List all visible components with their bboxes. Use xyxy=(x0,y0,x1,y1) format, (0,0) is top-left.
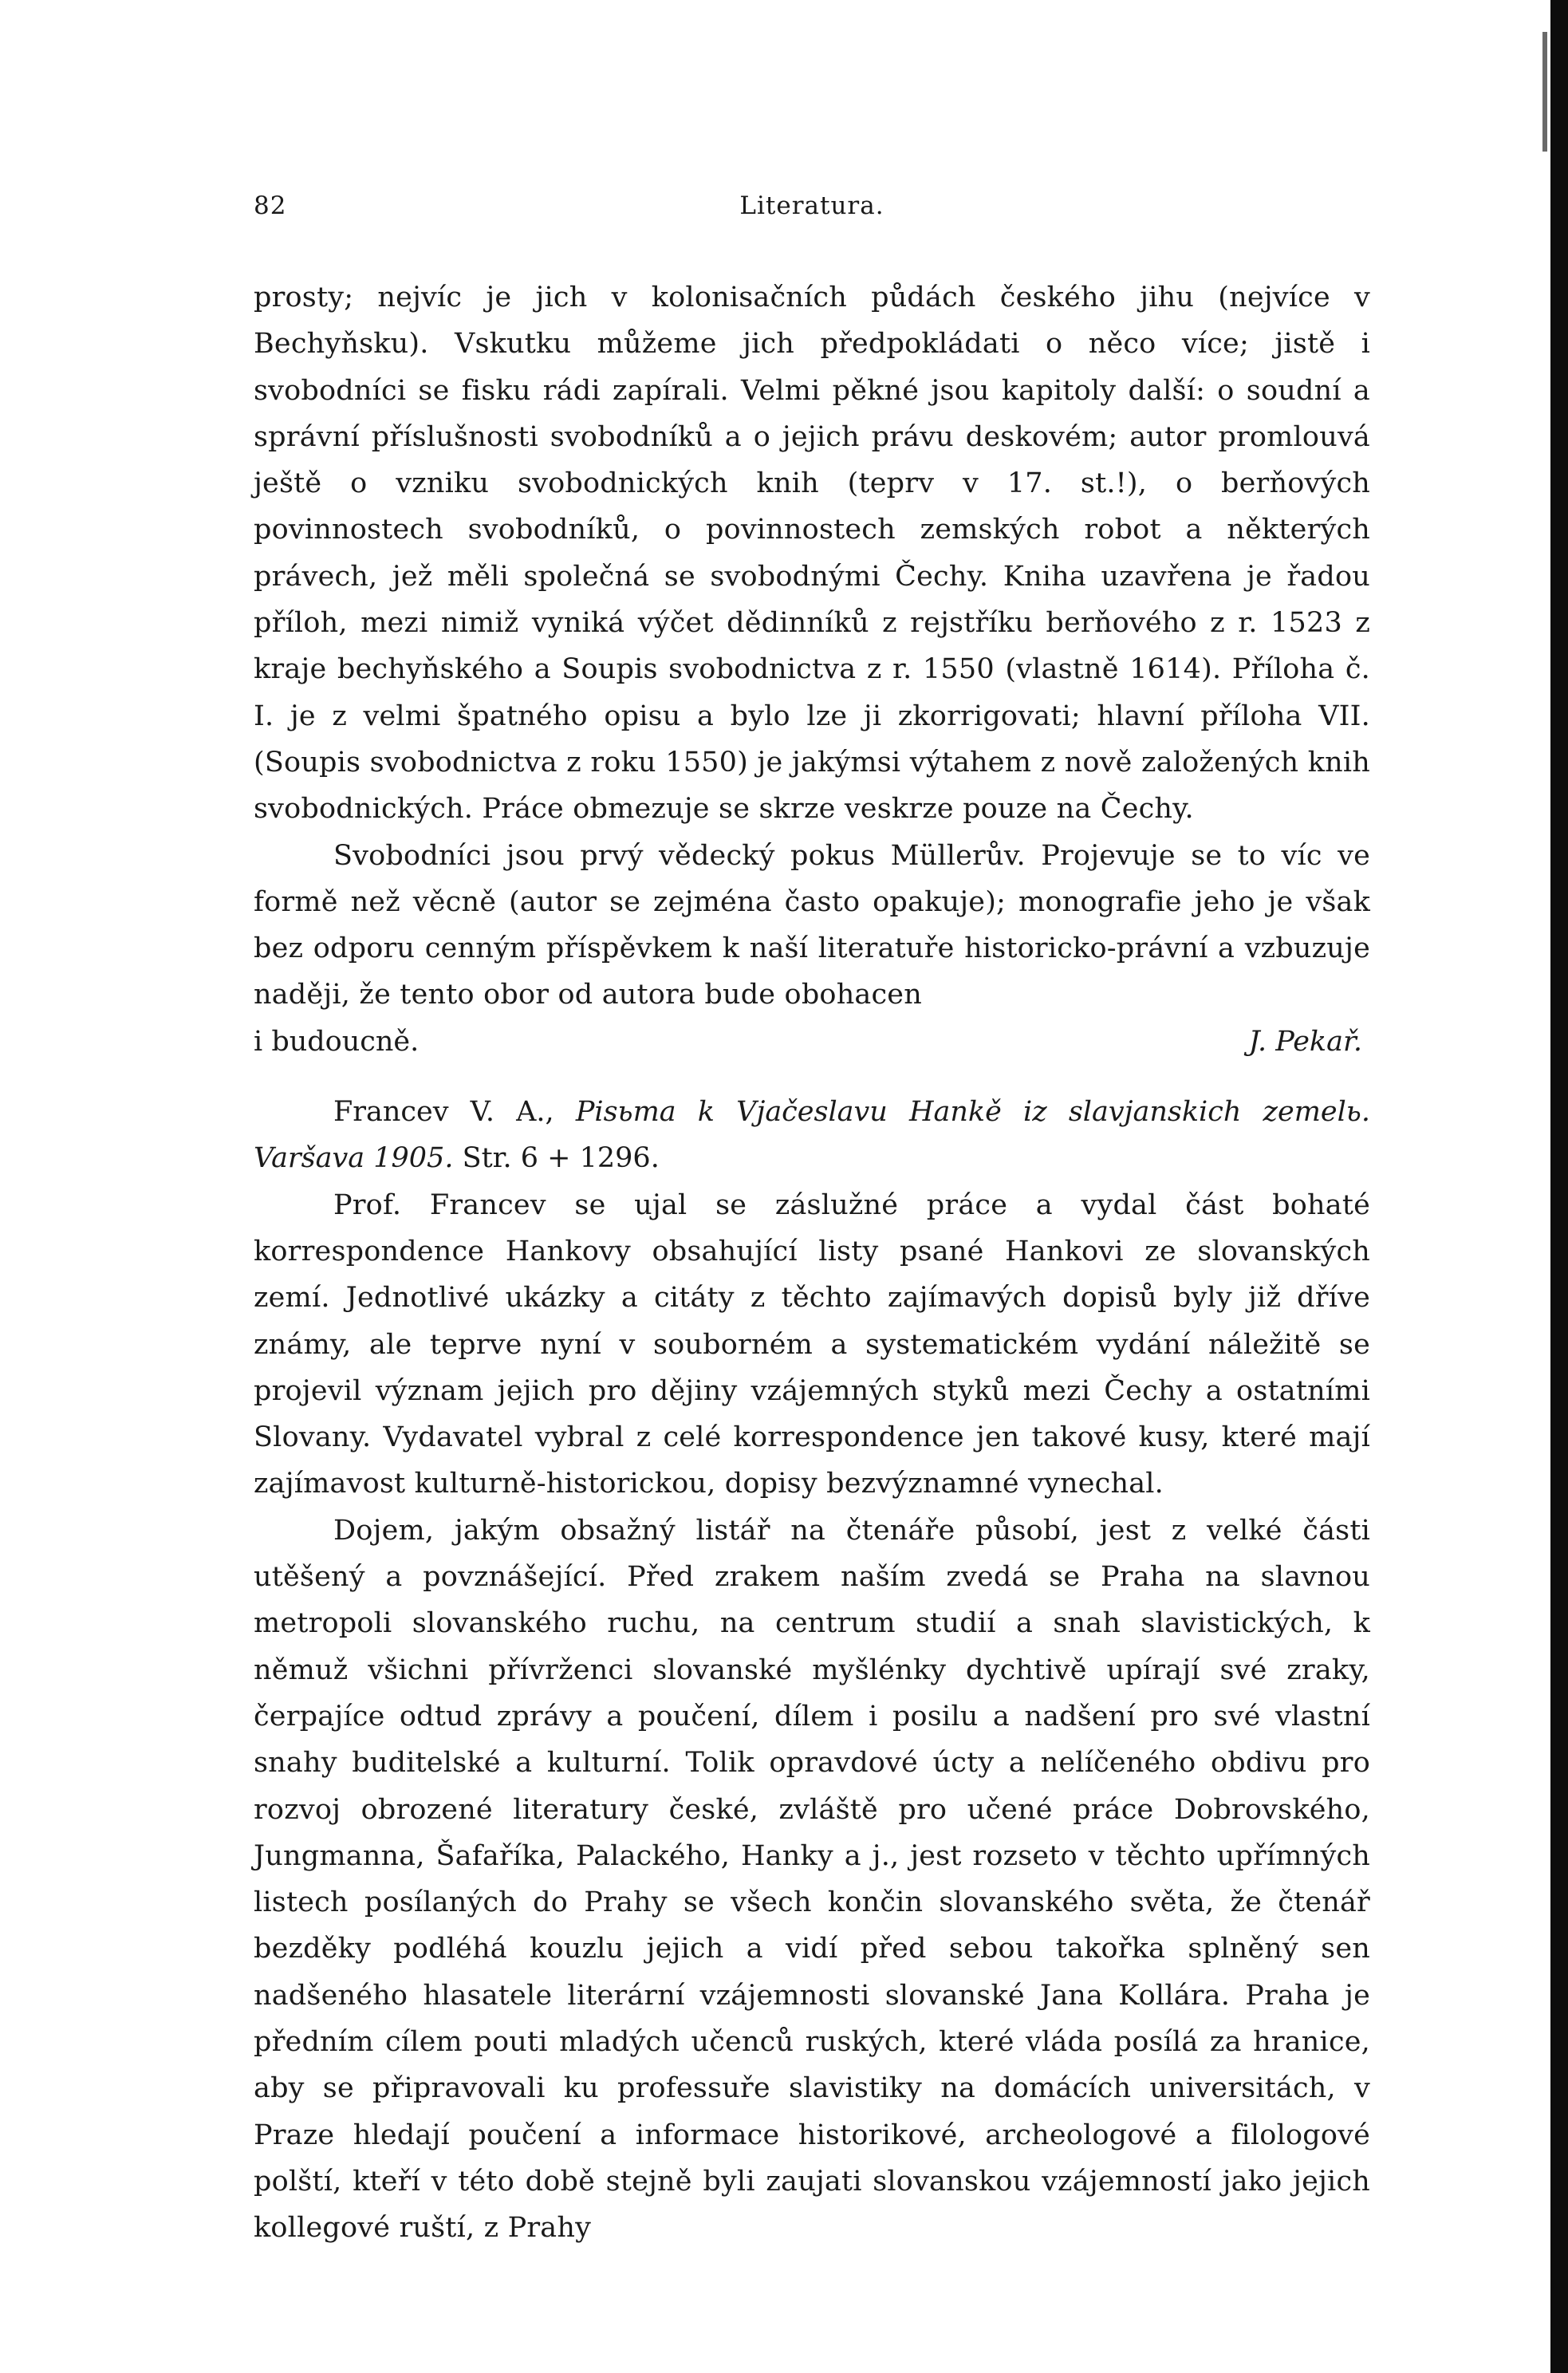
scan-edge-mark xyxy=(1542,32,1547,152)
running-title: Literatura. xyxy=(739,191,884,220)
scan-edge-shadow xyxy=(1550,0,1568,2373)
review-one-paragraph-2: Svobodníci jsou prvý vědecký pokus Müllerův. Projevuje se to víc ve formě než věcně (autor se zejména často opakuje); monografie jeho je však bez odporu cenným příspěvkem k naší literatuře historicko-právní a vzbuzuje naději, že tento obor od autora bude obohacen xyxy=(254,839,1370,1011)
page-column xyxy=(254,191,1370,2251)
page-number: 82 xyxy=(254,191,287,220)
entry-gap xyxy=(254,1065,1370,1089)
entry-title: Pisьma k Vjačeslavu Hankě iz slavjanskich zemelь. Varšava 1905. xyxy=(254,1096,1370,1175)
review-two-paragraph-2: Dojem, jakým obsažný listář na čtenáře působí, jest z velké části utěšený a povznášející. Před zrakem naším zvedá se Praha na slavnou metropoli slovanského ruchu, na centrum studií a snah slavistických, k němuž všichni přívrženci slovanské myšlénky dychtivě upírají své zraky, čerpajíce odtud zprávy a poučení, dílem i posilu a nadšení pro své vlastní snahy buditelské a kulturní. Tolik opravdové úcty a nelíčeného obdivu pro rozvoj obrozené literatury české, zvláště pro učené práce Dobrovského, Jungmanna, Šafaříka, Palackého, Hanky a j., jest rozseto v těchto upřímných listech posílaných do Prahy se všech končin slovanského světa, že čtenář bezděky podléhá kouzlu jejich a vidí před sebou takořka splněný sen nadšeného hlasatele literární vzájemnosti slovanské Jana Kollára. Praha je předním cílem pouti mladých učenců ruských, které vláda posílá za hranice, aby se připravovali ku professuře slavistiky na domácích universitách, v Praze hledají poučení a informace historikové, archeologové a filologové polští, kteří v této době stejně byli zaujati slovanskou vzájemností jako jejich kollegové ruští, z Prahy xyxy=(254,1514,1370,2245)
entry-author: Francev V. A., xyxy=(333,1096,554,1129)
review-two-heading xyxy=(254,1089,1370,1182)
review-two-paragraph-1: Prof. Francev se ujal se záslužné práce a vydal část bohaté korrespondence Hankovy obsahující listy psané Hankovi ze slovanských zemí. Jednotlivé ukázky a citáty z těchto zajímavých dopisů byly již dříve známy, ale teprve nyní v souborném a systematickém vydání náležitě se projevil význam jejich pro dějiny vzájemných styků mezi Čechy a ostatními Slovany. Vydavatel vybral z celé korrespondence jen takové kusy, které mají zajímavost kulturně-historickou, dopisy bezvýznamné vynechal. xyxy=(254,1188,1370,1500)
reviewer-signature: J. Pekař. xyxy=(1248,1025,1362,1058)
review-one-paragraph-1: prosty; nejvíc je jich v kolonisačních půdách českého jihu (nejvíce v Bechyňsku). Vskutku můžeme jich předpokládati o něco více; jistě i svobodníci se fisku rádi zapírali. Velmi pěkné jsou kapitoly další: o soudní a správní příslušnosti svobodníků a o jejich právu deskovém; autor promlouvá ještě o vzniku svobodnických knih (teprv v 17. st.!), o berňových povinnostech svobodníků, o povinnostech zemských robot a některých právech, jež měli společná se svobodnými Čechy. Kniha uzavřena je řadou příloh, mezi nimiž vyniká výčet dědinníků z rejstříku berňového z r. 1523 z kraje bechyňského a Soupis svobodnictva z r. 1550 (vlastně 1614). Příloha č. I. je z velmi špatného opisu a bylo lze ji zkorrigovati; hlavní příloha VII. (Soupis svobodnictva z roku 1550) je jakýmsi výtahem z nově založených knih svobodnických. Práce obmezuje se skrze veskrze pouze na Čechy. xyxy=(254,282,1370,826)
entry-pages: Str. 6 + 1296. xyxy=(462,1142,660,1175)
review-one-closing xyxy=(254,1019,1370,1065)
running-head xyxy=(254,191,1370,239)
closing-words: i budoucně. xyxy=(254,1025,420,1058)
